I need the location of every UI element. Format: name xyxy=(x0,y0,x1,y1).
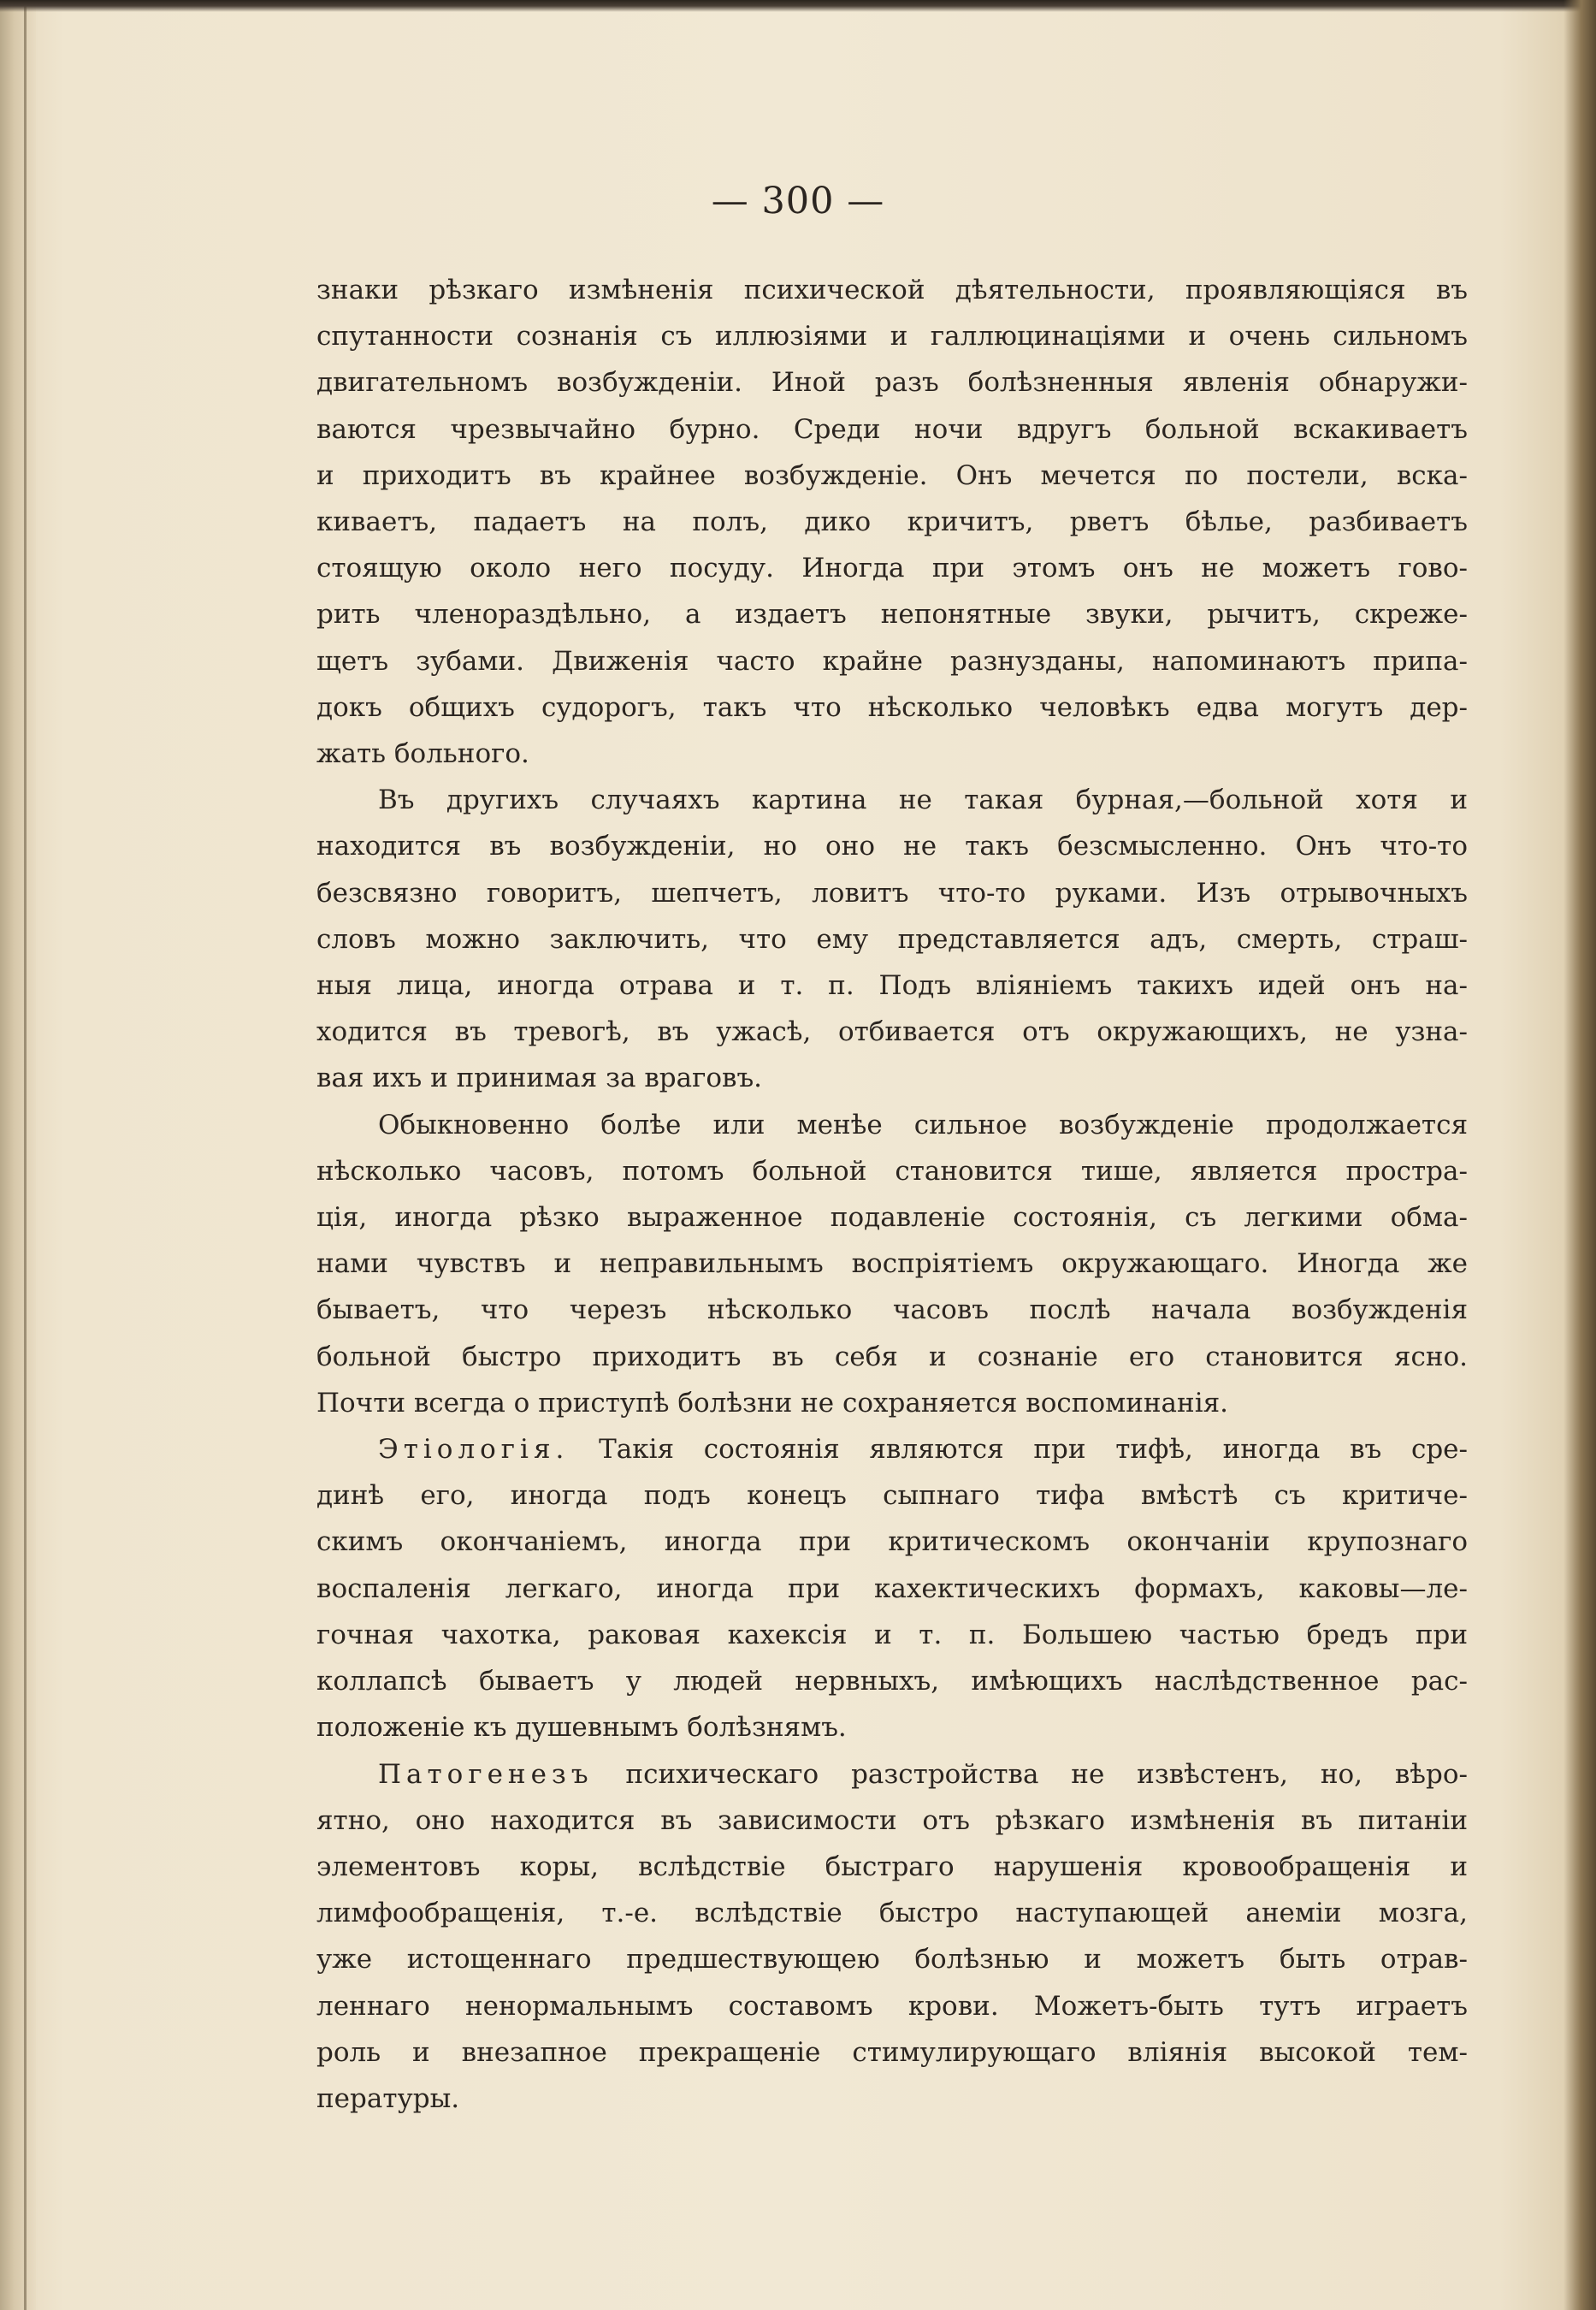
section-heading-pathogenesis: Патогенезъ xyxy=(378,1758,594,1790)
text-line: стоящую около него посуду. Иногда при этомъ онъ не можетъ гово- xyxy=(316,553,1468,584)
text-line xyxy=(316,1426,1468,1472)
page-number: — 300 — xyxy=(711,180,885,222)
text-line: положеніе къ душевнымъ болѣзнямъ. xyxy=(316,1712,847,1744)
text-line: щетъ зубами. Движенія часто крайне разнузданы, напоминаютъ припа- xyxy=(316,645,1468,677)
text-line: ятно, оно находится въ зависимости отъ рѣзкаго измѣненія въ питаніи xyxy=(316,1804,1468,1836)
text-line: уже истощеннаго предшествующею болѣзнью и можетъ быть отрав- xyxy=(316,1944,1468,1975)
text-line-rest: психическаго разстройства не извѣстенъ, но, вѣро- xyxy=(593,1758,1468,1790)
paragraph-etiology xyxy=(316,1426,1468,1750)
text-line: ныя лица, иногда отрава и т. п. Подъ вліяніемъ такихъ идей онъ на- xyxy=(316,970,1468,1002)
text-line: докъ общихъ судорогъ, такъ что нѣсколько человѣкъ едва могутъ дер- xyxy=(316,691,1468,723)
binding-line xyxy=(24,0,27,2310)
text-line: ходится въ тревогѣ, въ ужасѣ, отбивается отъ окружающихъ, не узна- xyxy=(316,1016,1468,1048)
text-line: гочная чахотка, раковая кахексія и т. п. Большею частью бредъ при xyxy=(316,1619,1468,1650)
text-line: бываетъ, что черезъ нѣсколько часовъ послѣ начала возбужденія xyxy=(316,1294,1468,1326)
text-line: больной быстро приходитъ въ себя и сознаніе его становится ясно. xyxy=(316,1341,1468,1372)
text-line: и приходитъ въ крайнее возбужденіе. Онъ мечется по постели, вска- xyxy=(316,459,1468,491)
text-line: киваетъ, падаетъ на полъ, дико кричитъ, рветъ бѣлье, разбиваетъ xyxy=(316,506,1468,538)
text-line: роль и внезапное прекращеніе стимулирующаго вліянія высокой тем- xyxy=(316,2036,1468,2068)
text-line: спутанности сознанія съ иллюзіями и галлюцинаціями и очень сильномъ xyxy=(316,321,1468,352)
body-text xyxy=(316,267,1468,2122)
text-line: безсвязно говоритъ, шепчетъ, ловитъ что-то руками. Изъ отрывочныхъ xyxy=(316,877,1468,909)
text-line: Въ другихъ случаяхъ картина не такая бурная,—больной хотя и xyxy=(378,785,1468,816)
text-line: Почти всегда о приступѣ болѣзни не сохраняется воспоминанія. xyxy=(316,1387,1229,1419)
text-line: находится въ возбужденіи, но оно не такъ безсмысленно. Онъ что-то xyxy=(316,831,1468,862)
text-line xyxy=(316,1751,1468,1798)
text-line: вая ихъ и принимая за враговъ. xyxy=(316,1063,763,1094)
paragraph-1 xyxy=(316,267,1468,777)
text-line: словъ можно заключить, что ему представляется адъ, смерть, страш- xyxy=(316,923,1468,955)
text-line: воспаленія легкаго, иногда при кахектическихъ формахъ, каковы—ле- xyxy=(316,1573,1468,1604)
text-line: нѣсколько часовъ, потомъ больной становится тише, является простра- xyxy=(316,1155,1468,1187)
text-line: леннаго ненормальнымъ составомъ крови. Можетъ-быть тутъ играетъ xyxy=(316,1990,1468,2022)
text-line: рить членораздѣльно, а издаетъ непонятные звуки, рычитъ, скреже- xyxy=(316,599,1468,631)
text-line: лимфообращенія, т.-е. вслѣдствіе быстро наступающей анеміи мозга, xyxy=(316,1898,1468,1929)
text-line: ція, иногда рѣзко выраженное подавленіе состоянія, съ легкими обма- xyxy=(316,1202,1468,1234)
text-line: жать больного. xyxy=(316,738,529,770)
text-line: динѣ его, иногда подъ конецъ сыпнаго тифа вмѣстѣ съ критиче- xyxy=(316,1480,1468,1512)
text-line: нами чувствъ и неправильнымъ воспріятіемъ окружающаго. Иногда же xyxy=(316,1248,1468,1280)
right-page-edge xyxy=(1563,0,1596,2310)
text-line: элементовъ коры, вслѣдствіе быстраго нарушенія кровообращенія и xyxy=(316,1851,1468,1882)
text-line-rest: Такія состоянія являются при тифѣ, иногда въ сре- xyxy=(569,1434,1468,1466)
text-line: двигательномъ возбужденіи. Иной разъ болѣзненныя явленія обнаружи- xyxy=(316,367,1468,399)
text-line: коллапсѣ бываетъ у людей нервныхъ, имѣющихъ наслѣдственное рас- xyxy=(316,1666,1468,1697)
top-scan-edge xyxy=(0,0,1596,12)
text-line: скимъ окончаніемъ, иногда при критическомъ окончаніи крупознаго xyxy=(316,1526,1468,1558)
paragraph-pathogenesis xyxy=(316,1751,1468,2123)
paragraph-3 xyxy=(316,1102,1468,1426)
section-heading-etiology: Этіологія. xyxy=(378,1434,570,1466)
left-page-edge xyxy=(0,0,36,2310)
text-line: пературы. xyxy=(316,2082,460,2114)
text-line: ваются чрезвычайно бурно. Среди ночи вдругъ больной вскакиваетъ xyxy=(316,413,1468,445)
text-line: знаки рѣзкаго измѣненія психической дѣятельности, проявляющіяся въ xyxy=(316,275,1468,305)
text-line: Обыкновенно болѣе или менѣе сильное возбужденіе продолжается xyxy=(378,1109,1468,1140)
paragraph-2 xyxy=(316,777,1468,1101)
